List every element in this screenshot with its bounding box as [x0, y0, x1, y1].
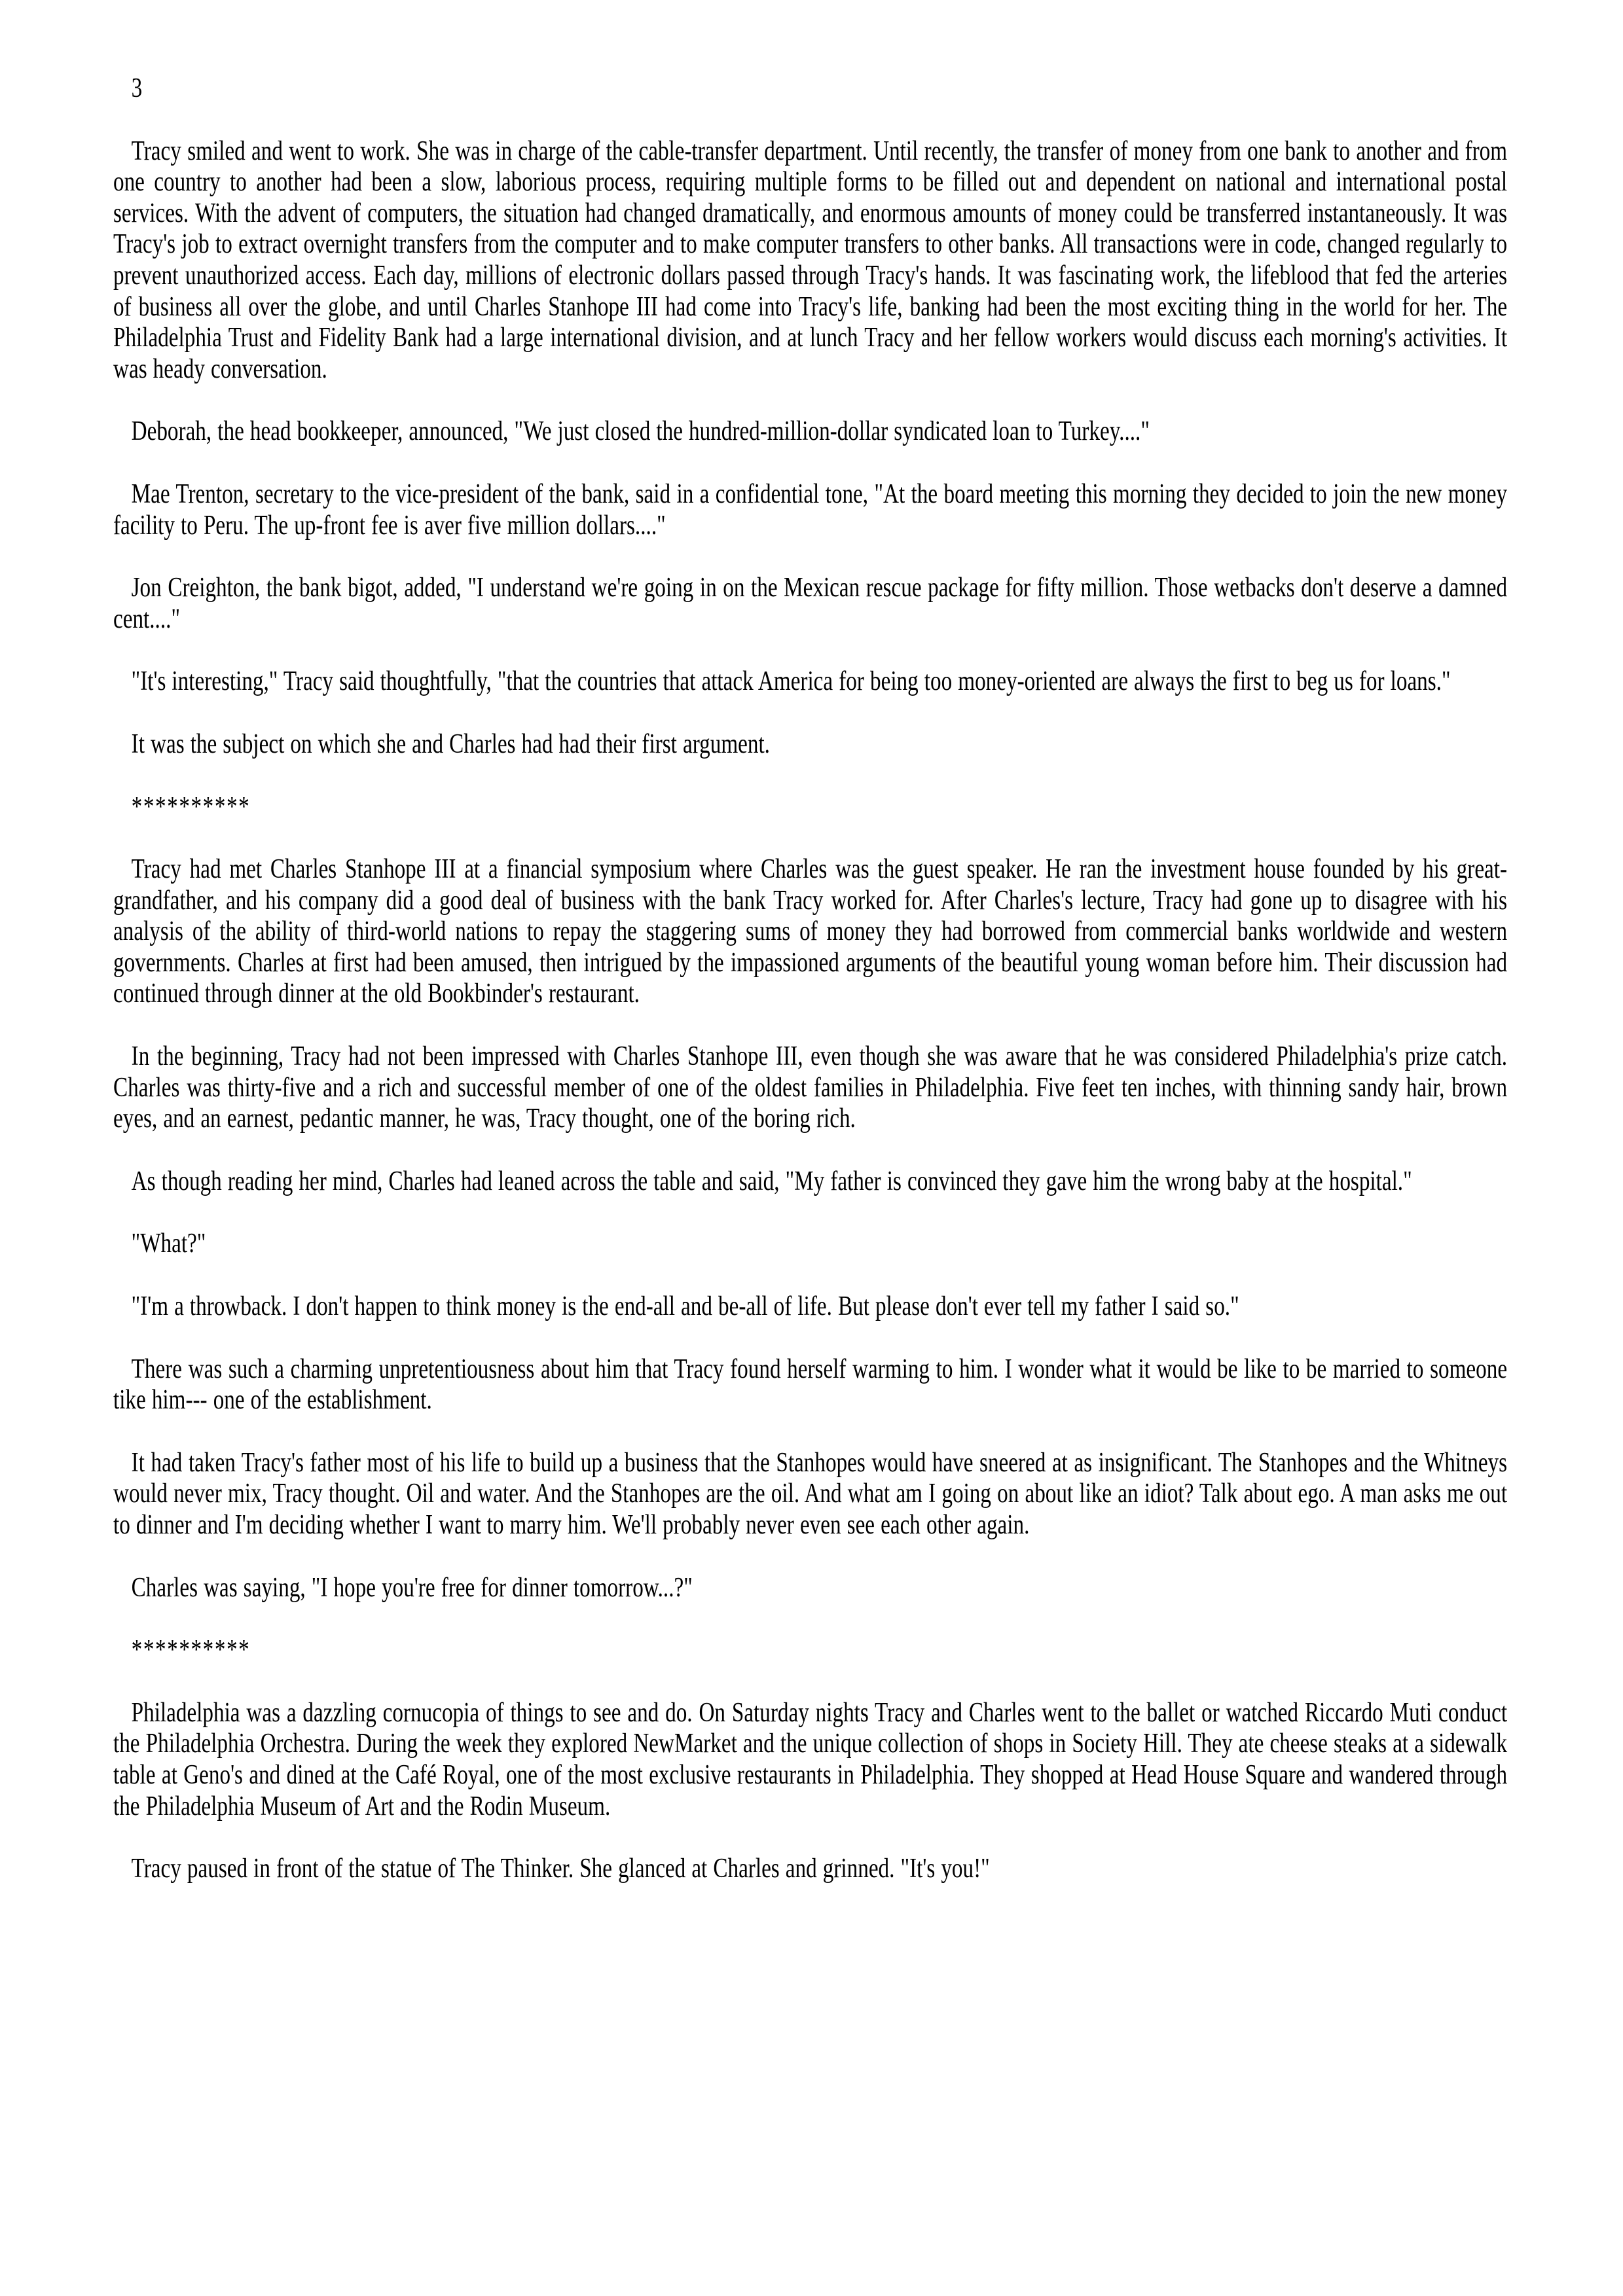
- paragraph-deborah: Deborah, the head bookkeeper, announced, "We just closed the hundred-million-dollar syndicated loan to Turkey....": [131, 416, 1150, 447]
- paragraph-its-interesting: "It's interesting," Tracy said thoughtfully, "that the countries that attack America for being too money-oriented are always the first to beg us for loans.": [131, 666, 1451, 697]
- paragraph-tracys-father: It had taken Tracy's father most of his life to build up a business that the Stanhopes would have sneered at as insignificant. The Stanhopes and the Whitneys would never mix, Tracy thought. Oil and water. And the Stanhopes are the oil. And what am I going on about like an idiot? Talk about ego. A man asks me out to dinner and I'm deciding whether I want to marry him. We'll probably never even see each other again.: [113, 1447, 1508, 1540]
- section-separator-1: **********: [131, 791, 251, 822]
- paragraph-financial-symposium: Tracy had met Charles Stanhope III at a financial symposium where Charles was the guest speaker. He ran the investment house founded by his great-grandfather, and his company did a good deal of business with the bank Tracy worked for. After Charles's lecture, Tracy had gone up to disagree with his analysis of the ability of third-world nations to repay the staggering sums of money they had borrowed from commercial banks worldwide and western governments. Charles at first had been amused, then intrigued by the impassioned arguments of the beautiful young woman before him. Their discussion had continued through dinner at the old Bookbinder's restaurant.: [113, 854, 1508, 1009]
- paragraph-mae-trenton: Mae Trenton, secretary to the vice-president of the bank, said in a confidential tone, "At the board meeting this morning they decided to join the new money facility to Peru. The up-front fee is aver five million dollars....": [113, 478, 1508, 541]
- paragraph-dinner-tomorrow: Charles was saying, "I hope you're free for dinner tomorrow...?": [131, 1572, 693, 1603]
- paragraph-first-argument: It was the subject on which she and Charles had had their first argument.: [131, 728, 770, 759]
- paragraph-in-the-beginning: In the beginning, Tracy had not been impressed with Charles Stanhope III, even though she was aware that he was considered Philadelphia's prize catch. Charles was thirty-five and a rich and successful member of one of the oldest families in Philadelphia. Five feet ten inches, with thinning sandy hair, brown eyes, and an earnest, pedantic manner, he was, Tracy thought, one of the boring rich.: [113, 1041, 1508, 1134]
- paragraph-reading-her-mind: As though reading her mind, Charles had leaned across the table and said, "My father is convinced they gave him the wrong baby at the hospital.": [131, 1166, 1412, 1196]
- paragraph-throwback: "I'm a throwback. I don't happen to think money is the end-all and be-all of life. But please don't ever tell my father I said so.": [131, 1291, 1239, 1322]
- page-number: 3: [131, 73, 143, 103]
- text-column: [113, 73, 1507, 1916]
- paragraph-philadelphia-cornucopia: Philadelphia was a dazzling cornucopia of things to see and do. On Saturday nights Tracy and Charles went to the ballet or watched Riccardo Muti conduct the Philadelphia Orchestra. During the week they explored NewMarket and the unique collection of shops in Society Hill. They ate cheese steaks at a sidewalk table at Geno's and dined at the Café Royal, one of the most exclusive restaurants in Philadelphia. They shopped at Head House Square and wandered through the Philadelphia Museum of Art and the Rodin Museum.: [113, 1697, 1508, 1821]
- paragraph-unpretentiousness: There was such a charming unpretentiousness about him that Tracy found herself warming to him. I wonder what it would be like to be married to someone tike him--- one of the establishment.: [113, 1354, 1508, 1416]
- paragraph-the-thinker: Tracy paused in front of the statue of The Thinker. She glanced at Charles and grinned. "It's you!": [131, 1854, 990, 1884]
- paragraph-jon-creighton: Jon Creighton, the bank bigot, added, "I understand we're going in on the Mexican rescue package for fifty million. Those wetbacks don't deserve a damned cent....": [113, 573, 1508, 634]
- section-separator-2: **********: [131, 1635, 251, 1666]
- paragraph-what: "What?": [131, 1229, 206, 1259]
- paragraph-cable-transfer: Tracy smiled and went to work. She was in charge of the cable-transfer department. Until recently, the transfer of money from one bank to another and from one country to another had been a slow, laborious process, requiring multiple forms to be filled out and dependent on national and international postal services. With the advent of computers, the situation had changed dramatically, and enormous amounts of money could be transferred instantaneously. It was Tracy's job to extract overnight transfers from the computer and to make computer transfers to other banks. All transactions were in code, changed regularly to prevent unauthorized access. Each day, millions of electronic dollars passed through Tracy's hands. It was fascinating work, the lifeblood that fed the arteries of business all over the globe, and until Charles Stanhope III had come into Tracy's life, banking had been the most exciting thing in the world for her. The Philadelphia Trust and Fidelity Bank had a large international division, and at lunch Tracy and her fellow workers would discuss each morning's activities. It was heady conversation.: [113, 135, 1508, 384]
